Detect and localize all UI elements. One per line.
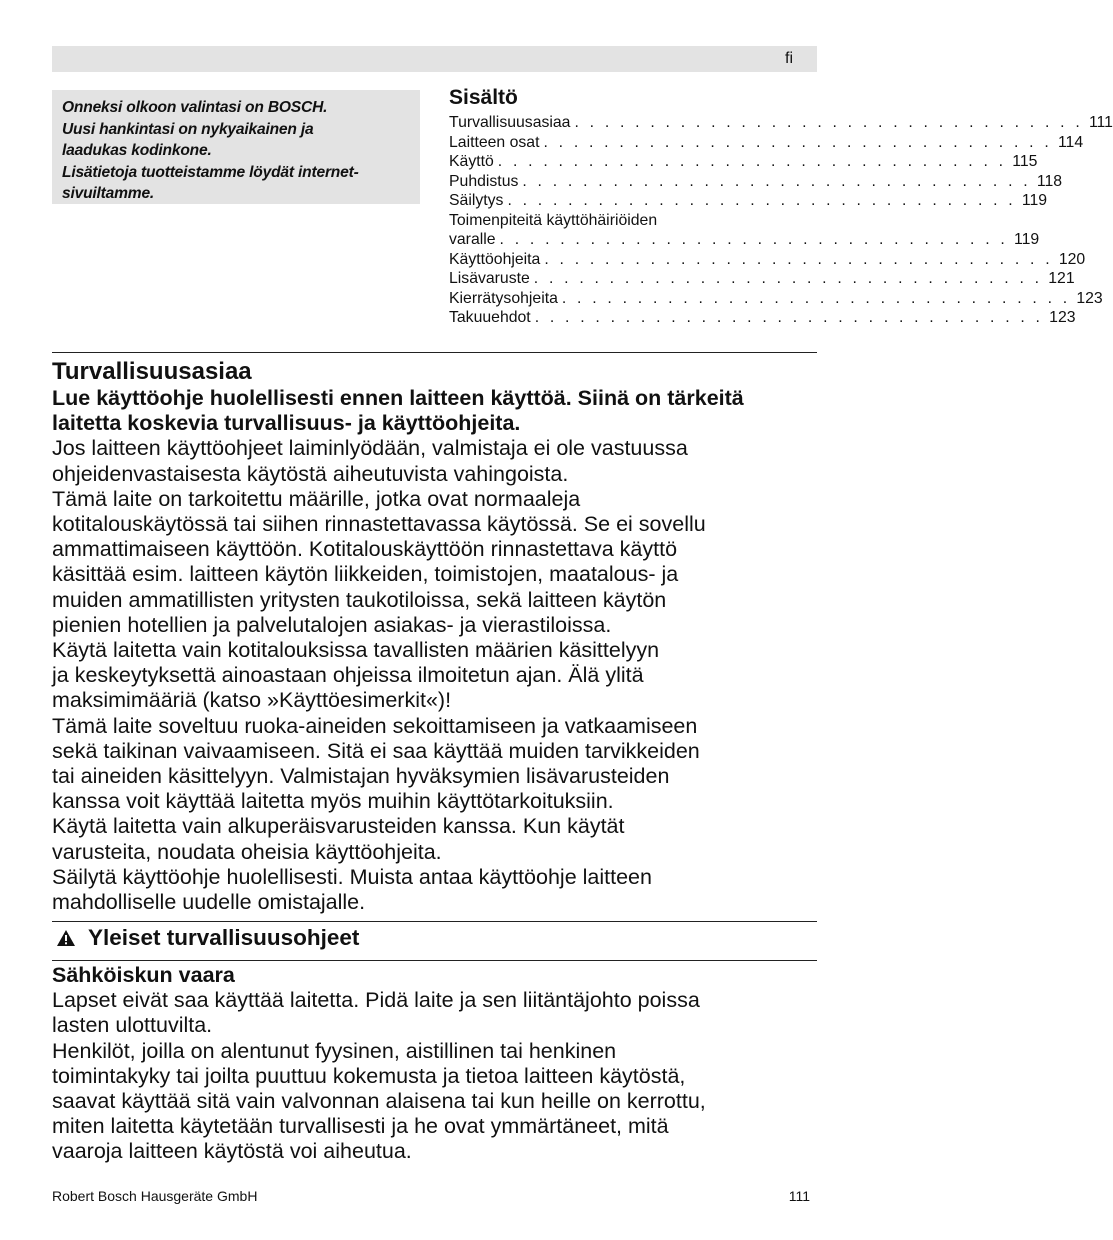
toc-leader-dots: . . . . . . . . . . . . . . . . . . . . . . . . . . . . . . . . . .: [544, 250, 1053, 268]
body-line: Käytä laitetta vain alkuperäisvarusteiden kanssa. Kun käytät: [52, 814, 625, 839]
body-line: tai aineiden käsittelyyn. Valmistajan hyväksymien lisävarusteiden: [52, 764, 670, 789]
toc-entry[interactable]: [449, 230, 1040, 250]
body-line: saavat käyttää sitä vain valvonnan alaisena tai kun heille on kerrottu,: [52, 1089, 706, 1114]
toc-entry[interactable]: [449, 191, 1048, 211]
toc-entry[interactable]: [449, 308, 1076, 328]
toc-entry[interactable]: [449, 269, 1075, 289]
toc-entry-page: 119: [1014, 231, 1040, 248]
section-divider: [52, 960, 817, 961]
language-code: fi: [785, 50, 793, 67]
toc-entry[interactable]: [449, 133, 1084, 153]
subsection-heading: [52, 925, 359, 951]
toc-leader-dots: . . . . . . . . . . . . . . . . . . . . . . . . . . . . . . . . . .: [507, 192, 1016, 209]
body-line: ammattimaiseen käyttöön. Kotitalouskäyttöön rinnastettava käyttö: [52, 537, 678, 562]
body-line: sekä taikinan vaivaamiseen. Sitä ei saa käyttää muiden tarvikkeiden: [52, 738, 700, 763]
toc-entry-page: 120: [1058, 250, 1086, 268]
section-divider: [52, 921, 817, 922]
toc-entry[interactable]: [449, 289, 1103, 309]
intro-line: Lisätietoja tuotteistamme löydät internet-: [62, 163, 359, 181]
body-line: vaaroja laitteen käytöstä voi aiheutua.: [52, 1139, 412, 1164]
toc-entry-page: 111: [1088, 114, 1113, 131]
toc-leader-dots: . . . . . . . . . . . . . . . . . . . . . . . . . . . . . . . . . .: [561, 289, 1071, 307]
body-line: Lapset eivät saa käyttää laitetta. Pidä laite ja sen liitäntäjohto poissa: [52, 988, 700, 1013]
section-body: [52, 386, 822, 915]
body-line: miten laitetta käytetään turvallisesti ja he ovat ymmärtäneet, mitä: [52, 1114, 669, 1139]
toc-entry-label: Puhdistus: [449, 172, 519, 190]
toc-entry[interactable]: [449, 113, 1113, 133]
body-line: Tämä laite on tarkoitettu määrille, jotka ovat normaaleja: [52, 486, 581, 511]
toc-entry-page: 121: [1048, 270, 1075, 287]
toc-entry-label: Lisävaruste: [449, 270, 530, 287]
warning-triangle-icon: [56, 929, 76, 947]
body-line: kanssa voit käyttää laitetta myös muihin käyttötarkoituksiin.: [52, 789, 614, 814]
toc-leader-dots: . . . . . . . . . . . . . . . . . . . . . . . . . . . . . . . . . .: [543, 133, 1052, 151]
section-title: Turvallisuusasiaa: [52, 358, 252, 385]
toc-leader-dots: . . . . . . . . . . . . . . . . . . . . . . . . . . . . . . . . . .: [522, 172, 1031, 190]
toc-entry-page: 114: [1057, 133, 1084, 151]
toc-entry-page: 119: [1021, 192, 1048, 209]
body-line: Käytä laitetta vain kotitalouksissa tavallisten määrien käsittelyyn: [52, 638, 660, 663]
toc-entry-label: Käyttö: [449, 153, 494, 170]
body-line: Henkilöt, joilla on alentunut fyysinen, aistillinen tai henkinen: [52, 1038, 617, 1063]
intro-line: laadukas kodinkone.: [62, 142, 212, 159]
toc-entry[interactable]: [449, 250, 1086, 270]
toc-leader-dots: . . . . . . . . . . . . . . . . . . . . . . . . . . . . . . . . . .: [499, 231, 1009, 248]
body-line: Jos laitteen käyttöohjeet laiminlyödään, valmistaja ei ole vastuussa: [52, 436, 688, 461]
footer-company: Robert Bosch Hausgeräte GmbH: [52, 1188, 258, 1204]
hazard-subtitle: Sähköiskun vaara: [52, 963, 235, 987]
toc-leader-dots: . . . . . . . . . . . . . . . . . . . . . . . . . . . . . . . . . .: [497, 153, 1007, 170]
intro-line: sivuiltamme.: [62, 185, 155, 202]
body-line: varusteita, noudata oheisia käyttöohjeita.: [52, 839, 442, 864]
toc-entry[interactable]: [449, 152, 1038, 172]
toc-entry-page: 115: [1012, 153, 1038, 170]
body-line: ohjeidenvastaisesta käytöstä aiheutuvista vahingoista.: [52, 461, 569, 486]
language-bar: [52, 46, 817, 72]
section-divider: [52, 352, 817, 353]
toc-title: Sisältö: [449, 86, 518, 109]
toc-entry-label: Turvallisuusasiaa: [449, 114, 571, 131]
intro-line: Onneksi olkoon valintasi on BOSCH.: [62, 99, 328, 116]
body-line: toimintakyky tai joilta puuttuu kokemusta ja tietoa laitteen käytöstä,: [52, 1063, 686, 1088]
body-line: Säilytä käyttöohje huolellisesti. Muista antaa käyttöohje laitteen: [52, 864, 652, 889]
body-line: maksimimääriä (katso »Käyttöesimerkit«)!: [52, 688, 452, 713]
body-line: mahdolliselle uudelle omistajalle.: [52, 890, 366, 915]
body-line: kotitalouskäytössä tai siihen rinnastettavassa käytössä. Se ei sovellu: [52, 512, 706, 537]
body-line: pienien hotellien ja palvelutalojen asiakas- ja vierastiloissa.: [52, 612, 612, 637]
toc-leader-dots: . . . . . . . . . . . . . . . . . . . . . . . . . . . . . . . . . .: [534, 309, 1044, 326]
toc-leader-dots: . . . . . . . . . . . . . . . . . . . . . . . . . . . . . . . . . .: [574, 114, 1083, 131]
body-line: muiden ammatillisten yritysten taukotiloissa, sekä laitteen käytön: [52, 587, 667, 612]
intro-box: [52, 90, 420, 204]
table-of-contents: [449, 84, 1113, 328]
body-line: Tämä laite soveltuu ruoka-aineiden sekoittamiseen ja vatkaamiseen: [52, 713, 698, 738]
toc-entry[interactable]: [449, 172, 1063, 192]
toc-entry-page: 123: [1049, 309, 1076, 326]
toc-entry-label: Kierrätysohjeita: [449, 289, 558, 307]
lead-line: laitetta koskevia turvallisuus- ja käyttöohjeita.: [52, 411, 521, 436]
subsection-body: [52, 963, 822, 1165]
footer-page-number: 111: [788, 1188, 810, 1204]
body-line: lasten ulottuvilta.: [52, 1013, 213, 1038]
toc-entry-page: 123: [1076, 289, 1103, 307]
toc-entry-label: Laitteen osat: [449, 133, 540, 151]
toc-entry-label: Säilytys: [449, 192, 504, 209]
body-line: käsittää esim. laitteen käytön liikkeiden, toimistojen, maatalous- ja: [52, 562, 679, 587]
intro-line: Uusi hankintasi on nykyaikainen ja: [62, 120, 314, 138]
lead-line: Lue käyttöohje huolellisesti ennen laitteen käyttöä. Siinä on tärkeitä: [52, 386, 744, 410]
toc-entry-label: Takuuehdot: [449, 309, 531, 326]
subsection-title: Yleiset turvallisuusohjeet: [88, 925, 360, 950]
toc-entry-page: 118: [1036, 172, 1063, 190]
body-line: ja keskeytyksettä ainoastaan ohjeissa ilmoitetun ajan. Älä ylitä: [52, 663, 644, 688]
toc-entry-label: Käyttöohjeita: [449, 250, 541, 268]
toc-entry-label: varalle: [449, 231, 496, 248]
toc-entry-label[interactable]: Toimenpiteitä käyttöhäiriöiden: [449, 211, 658, 229]
toc-leader-dots: . . . . . . . . . . . . . . . . . . . . . . . . . . . . . . . . . .: [533, 270, 1043, 287]
